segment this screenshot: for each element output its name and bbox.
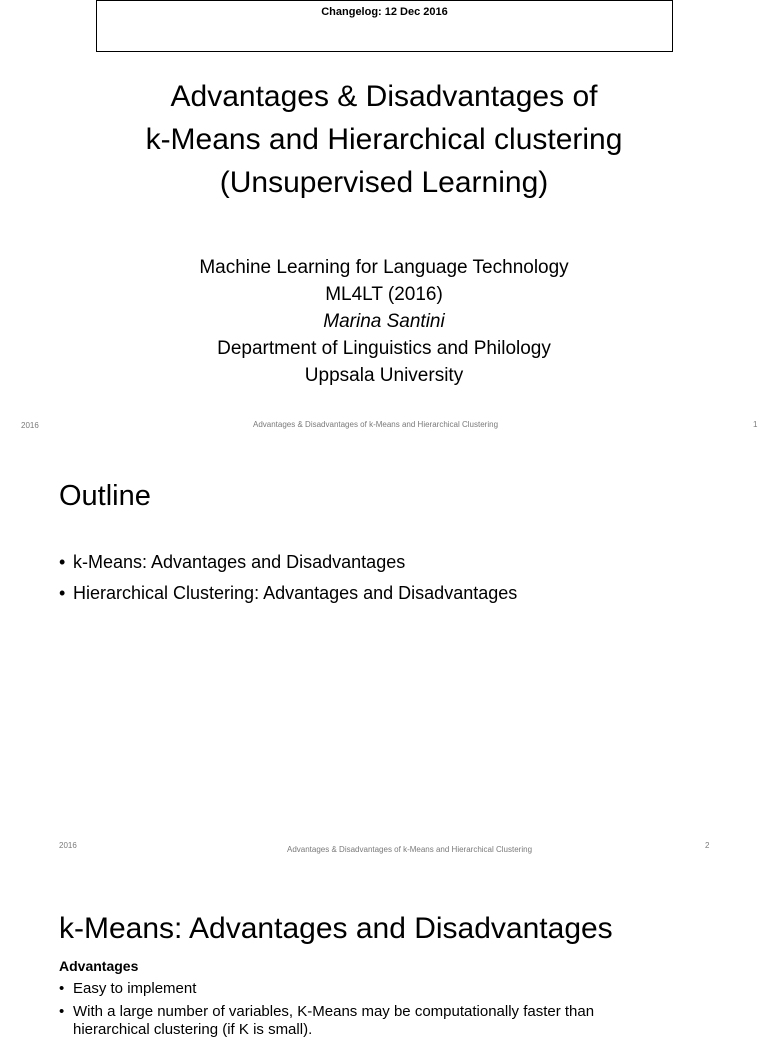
slide1-subtitle-block (0, 254, 768, 389)
course-name: Machine Learning for Language Technology (199, 257, 569, 278)
slide2-footer-title: Advantages & Disadvantages of k-Means and Hierarchical Clustering (287, 845, 533, 854)
changelog-text: Changelog: 12 Dec 2016 (321, 6, 448, 18)
changelog-box (96, 0, 673, 52)
slide3-bullet-list (59, 979, 594, 1043)
slide1-title (0, 75, 768, 204)
list-item: • With a large number of variables, K-Means may be computationally faster than (59, 1002, 594, 1021)
list-item: • Hierarchical Clustering: Advantages and Disadvantages (59, 583, 517, 604)
list-item: hierarchical clustering (if K is small). (73, 1021, 313, 1038)
slide1-title-line: (Unsupervised Learning) (219, 166, 549, 199)
slide2-bullet-list (59, 552, 517, 614)
slide1-footer-title: Advantages & Disadvantages of k-Means and Hierarchical Clustering (253, 420, 499, 429)
slide1-title-line: k-Means and Hierarchical clustering (145, 123, 623, 156)
slide2-footer-year: 2016 (59, 841, 77, 850)
slide1-footer-page: 1 (753, 420, 758, 429)
slide3-heading: k-Means: Advantages and Disadvantages (59, 912, 613, 945)
department-name: Department of Linguistics and Philology (217, 338, 551, 359)
slide1-title-line: Advantages & Disadvantages of (170, 80, 598, 113)
slide2-footer-page: 2 (705, 841, 710, 850)
university-name: Uppsala University (304, 365, 464, 386)
course-code: ML4LT (2016) (325, 284, 443, 305)
slide1-footer-year: 2016 (21, 421, 39, 430)
slide2-heading: Outline (59, 480, 151, 512)
list-item: • k-Means: Advantages and Disadvantages (59, 552, 517, 573)
list-item: • Easy to implement (59, 979, 594, 998)
slide3-subheading: Advantages (59, 958, 139, 974)
author-name: Marina Santini (323, 311, 445, 332)
